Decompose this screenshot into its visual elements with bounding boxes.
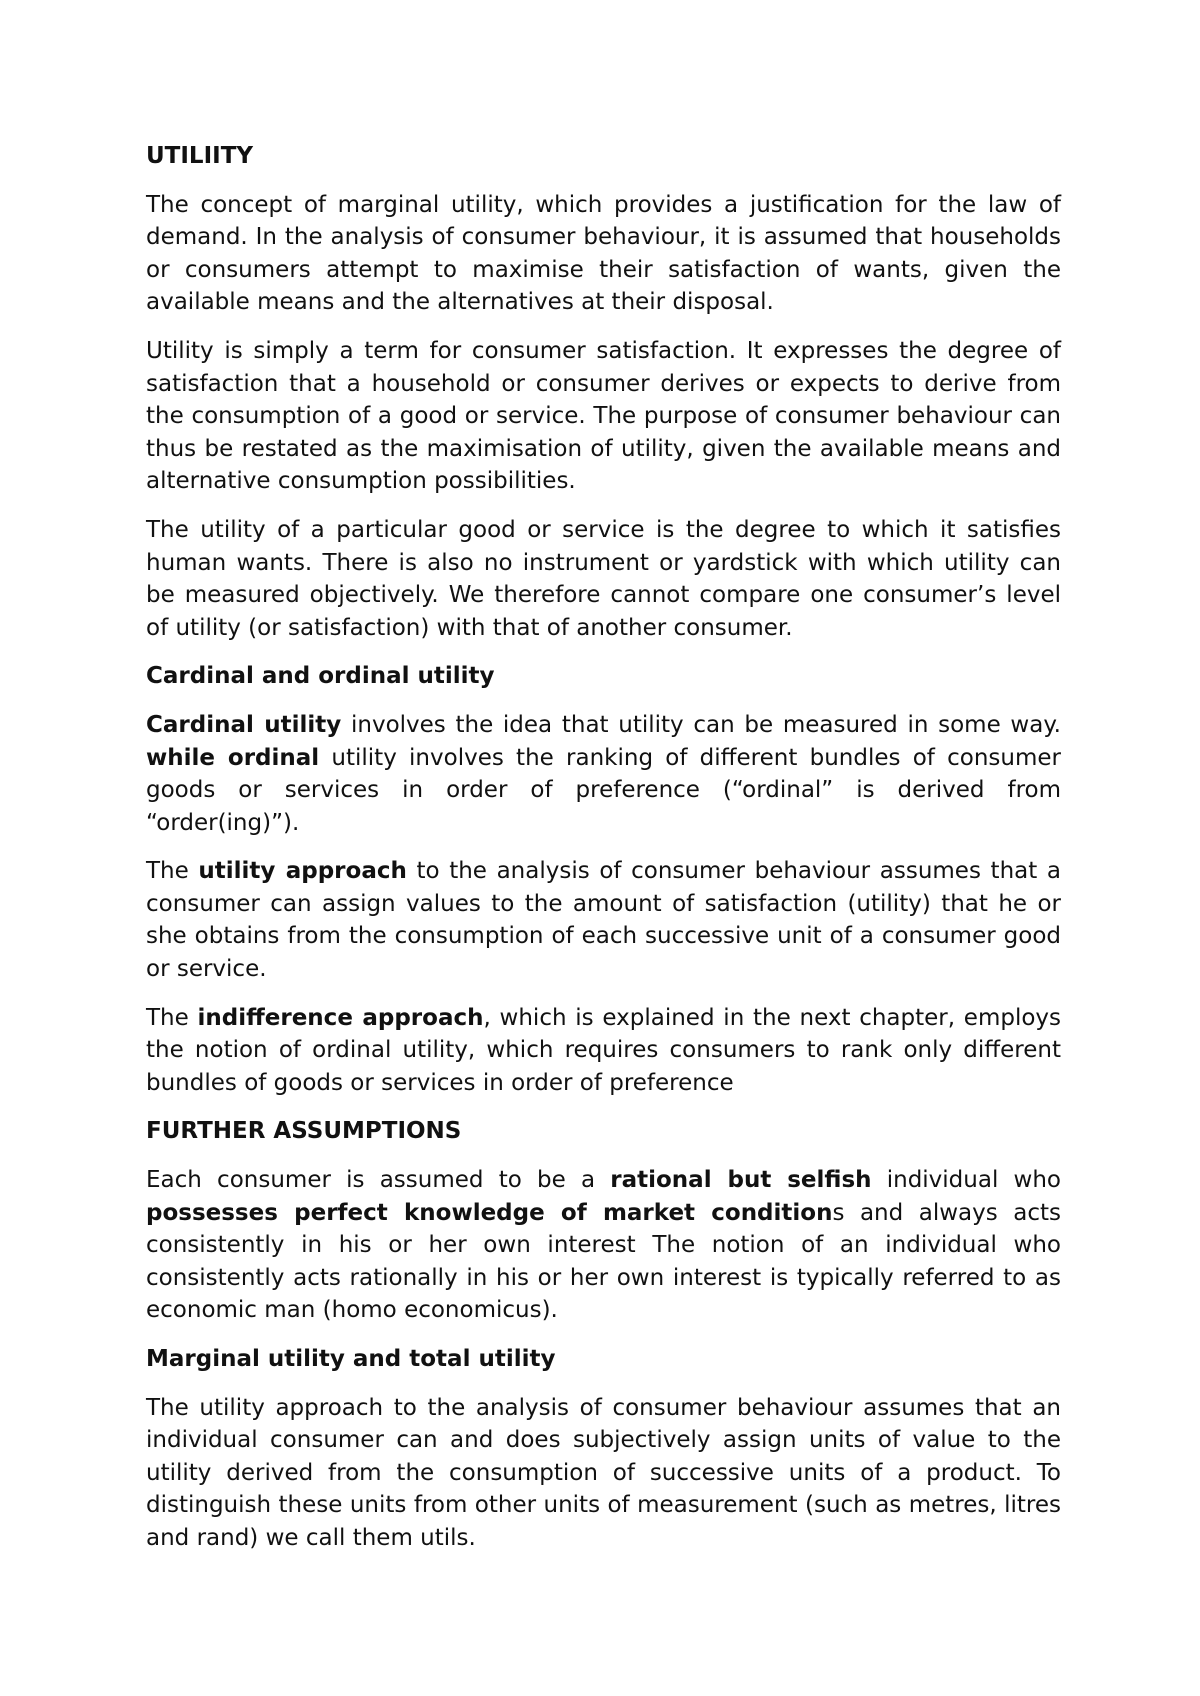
text-segment: The bbox=[146, 858, 199, 885]
text-segment: , which is explained in the next chapter, employs the notion of ordinal utility, which requires consumers to rank only different bundles of goods or services in order of preference bbox=[146, 1004, 1062, 1096]
paragraph-utility-measurement: The utility of a particular good or service is the degree to which it satisfies human wants. There is also no instrument or yardstick with which utility can be measured objectively. We therefore cannot compare one consumer’s level of utility (or satisfaction) with that of another consumer. bbox=[146, 516, 1061, 641]
term-perfect-knowledge: possesses perfect knowledge of market condition bbox=[146, 1199, 833, 1226]
paragraph-utility-approach bbox=[146, 855, 1061, 985]
paragraph-indifference-approach bbox=[146, 1002, 1061, 1100]
term-while-ordinal: while ordinal bbox=[146, 744, 320, 771]
text-segment: Each consumer is assumed to be a bbox=[146, 1167, 611, 1194]
heading-cardinal-ordinal: Cardinal and ordinal utility bbox=[146, 663, 495, 690]
document-page bbox=[146, 140, 1061, 1571]
text-segment: utility involves the ranking of different bundles of consumer goods or services in order of preference (“ordinal” is derived from “order(ing)”). bbox=[146, 744, 1061, 836]
term-utility-approach: utility approach bbox=[198, 858, 407, 885]
text-segment: individual who bbox=[871, 1167, 1062, 1194]
paragraph-further-assumptions bbox=[146, 1164, 1061, 1327]
term-rational-but-selfish: rational but selfish bbox=[610, 1167, 872, 1194]
page-title: UTILIITY bbox=[146, 143, 254, 169]
paragraph-marginal-utility-intro: The concept of marginal utility, which provides a justification for the law of demand. In the analysis of consumer behaviour, it is assumed that households or consumers attempt to maximise their satisfaction of wants, given the available means and the alternatives at their disposal. bbox=[146, 191, 1061, 316]
paragraph-cardinal-ordinal bbox=[146, 709, 1061, 839]
text-segment: to the analysis of consumer behaviour assumes that a consumer can assign values to the amount of satisfaction (utility) that he or she obtains from the consumption of each successive unit of a consumer good or service. bbox=[146, 858, 1061, 983]
term-cardinal-utility: Cardinal utility bbox=[146, 711, 342, 738]
heading-marginal-total-utility: Marginal utility and total utility bbox=[146, 1346, 556, 1372]
text-segment: s and always acts consistently in his or her own interest The notion of an individual who consistently acts rationally in his or her own interest is typically referred to as economic man (homo economicus). bbox=[146, 1199, 1061, 1324]
paragraph-utility-definition: Utility is simply a term for consumer satisfaction. It expresses the degree of satisfaction that a household or consumer derives or expects to derive from the consumption of a good or service. The purpose of consumer behaviour can thus be restated as the maximisation of utility, given the available means and alternative consumption possibilities. bbox=[146, 337, 1061, 495]
paragraph-utils: The utility approach to the analysis of consumer behaviour assumes that an individual consumer can and does subjectively assign units of value to the utility derived from the consumption of successive units of a product. To distinguish these units from other units of measurement (such as metres, litres and rand) we call them utils. bbox=[146, 1394, 1061, 1551]
text-segment: The bbox=[146, 1004, 198, 1031]
heading-further-assumptions: FURTHER ASSUMPTIONS bbox=[146, 1118, 462, 1145]
term-indifference-approach: indifference approach bbox=[197, 1004, 484, 1031]
text-segment: involves the idea that utility can be measured in some way. bbox=[341, 711, 1061, 738]
